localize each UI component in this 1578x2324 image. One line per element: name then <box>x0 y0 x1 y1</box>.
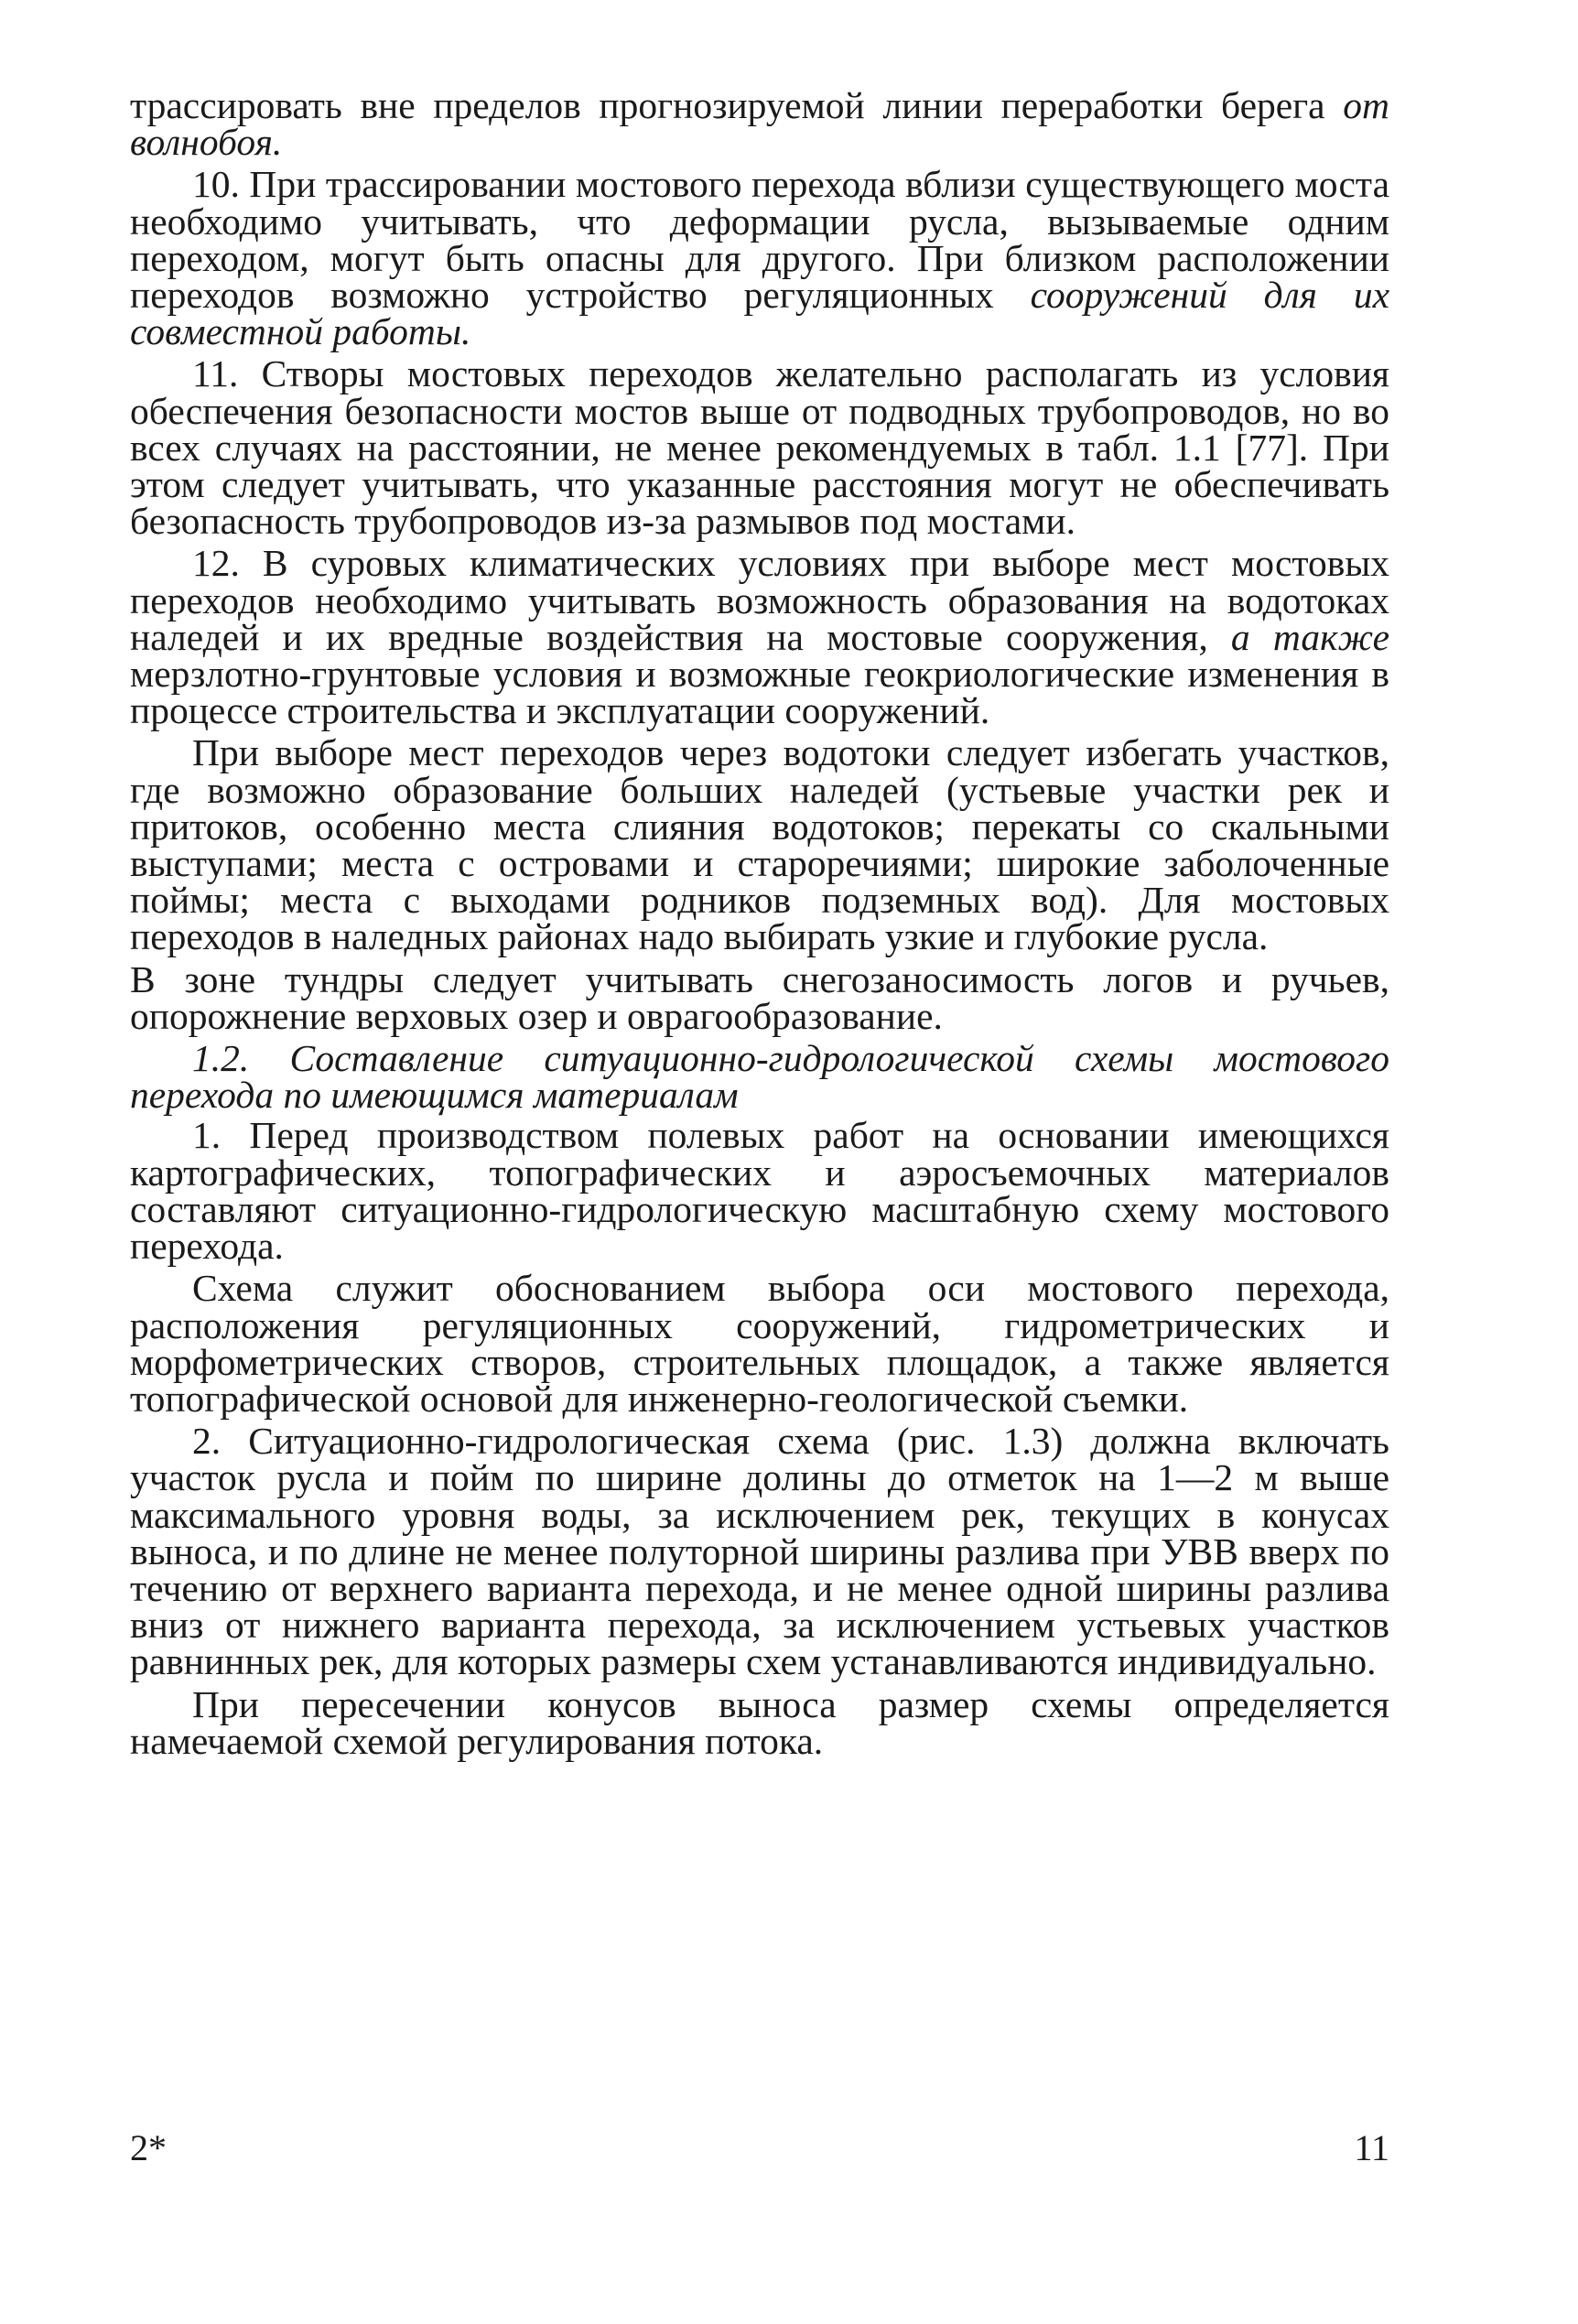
page-number: 11 <box>1354 2127 1389 2168</box>
paragraph-text-segment: а также <box>1230 615 1389 658</box>
paragraph-text-segment: сооружений для их совместной работы. <box>130 274 1389 353</box>
paragraph <box>130 731 1389 958</box>
paragraph <box>130 1114 1389 1268</box>
signature-mark: 2* <box>130 2127 167 2168</box>
paragraph-text-segment: 1. Перед производством полевых работ на основании имеющихся картографических, топографических и аэросъемочных материалов составляют ситуационно-гидрологическую масштабную схему мостового перехода. <box>130 1114 1389 1268</box>
section-heading <box>130 1037 1389 1117</box>
paragraph <box>130 1267 1389 1420</box>
paragraph <box>130 163 1389 353</box>
paragraph <box>130 957 1389 1037</box>
paragraph-text-segment: При пересечении конусов выноса размер схемы определяется намечаемой схемой регулирования потока. <box>130 1682 1389 1762</box>
document-body <box>130 84 1389 1765</box>
paragraph <box>130 542 1389 732</box>
paragraph-text-segment: 2. Ситуационно-гидрологическая схема (рис. 1.3) должна включать участок русла и пойм по ширине долины до отметок на 1—2 м выше максимального уровня воды, за исключением рек, текущих в конусах выноса, и по длине не менее полуторной ширины разлива при УВВ вверх по течению от верхнего варианта перехода, и не менее одной ширины разлива вниз от нижнего варианта перехода, за исключением устьевых участков равнинных рек, для которых размеры схем устанавливаются индивидуально. <box>130 1420 1389 1683</box>
paragraph-text-segment: трассировать вне пределов прогнозируемой линии переработки берега <box>130 84 1344 126</box>
paragraph-text-segment: 1.2. Составление ситуационно-гидрологической схемы мостового перехода по имеющимся материалам <box>130 1037 1389 1117</box>
paragraph-text-segment: мерзлотно-грунтовые условия и возможные геокриологические изменения в процессе строительства и эксплуатации сооружений. <box>130 653 1389 732</box>
paragraph <box>130 1682 1389 1762</box>
paragraph <box>130 352 1389 543</box>
page-footer <box>130 2126 1389 2169</box>
paragraph-text-segment: 11. Створы мостовых переходов желательно располагать из условия обеспечения безопасности мостов выше от подводных трубопроводов, но во всех случаях на расстоянии, не менее рекомендуемых в табл. 1.1 [77]. При этом следует учитывать, что указанные расстояния могут не обеспечивать безопасность трубопроводов из-за размывов под мостами. <box>130 352 1389 543</box>
paragraph-text-segment: 10. При трассировании мостового перехода вблизи существующего моста необходимо учитывать, что деформации русла, вызываемые одним переходом, могут быть опасны для другого. При близком расположении переходов возможно устройство регуляционных <box>130 163 1389 317</box>
paragraph <box>130 1420 1389 1683</box>
paragraph-text-segment: Схема служит обоснованием выбора оси мостового перехода, расположения регуляционных сооружений, гидрометрических и морфометрических створов, строительных площадок, а также является топографической основой для инженерно-геологической съемки. <box>130 1267 1389 1420</box>
paragraph-text-segment: В зоне тундры следует учитывать снегозаносимость логов и ручьев, опорожнение верховых озер и оврагообразование. <box>130 957 1389 1037</box>
paragraph <box>130 84 1389 164</box>
paragraph-text-segment: 12. В суровых климатических условиях при выборе мест мостовых переходов необходимо учитывать возможность образования на водотоках наледей и их вредные воздействия на мостовые сооружения, <box>130 542 1389 658</box>
paragraph-text-segment: При выборе мест переходов через водотоки следует избегать участков, где возможно образование больших наледей (устьевые участки рек и притоков, особенно места слияния водотоков; перекаты со скальными выступами; места с островами и староречиями; широкие заболоченные поймы; места с выходами родников подземных вод). Для мостовых переходов в наледных районах надо выбирать узкие и глубокие русла. <box>130 731 1389 958</box>
paragraph-text-segment: от волнобоя. <box>130 84 1389 164</box>
